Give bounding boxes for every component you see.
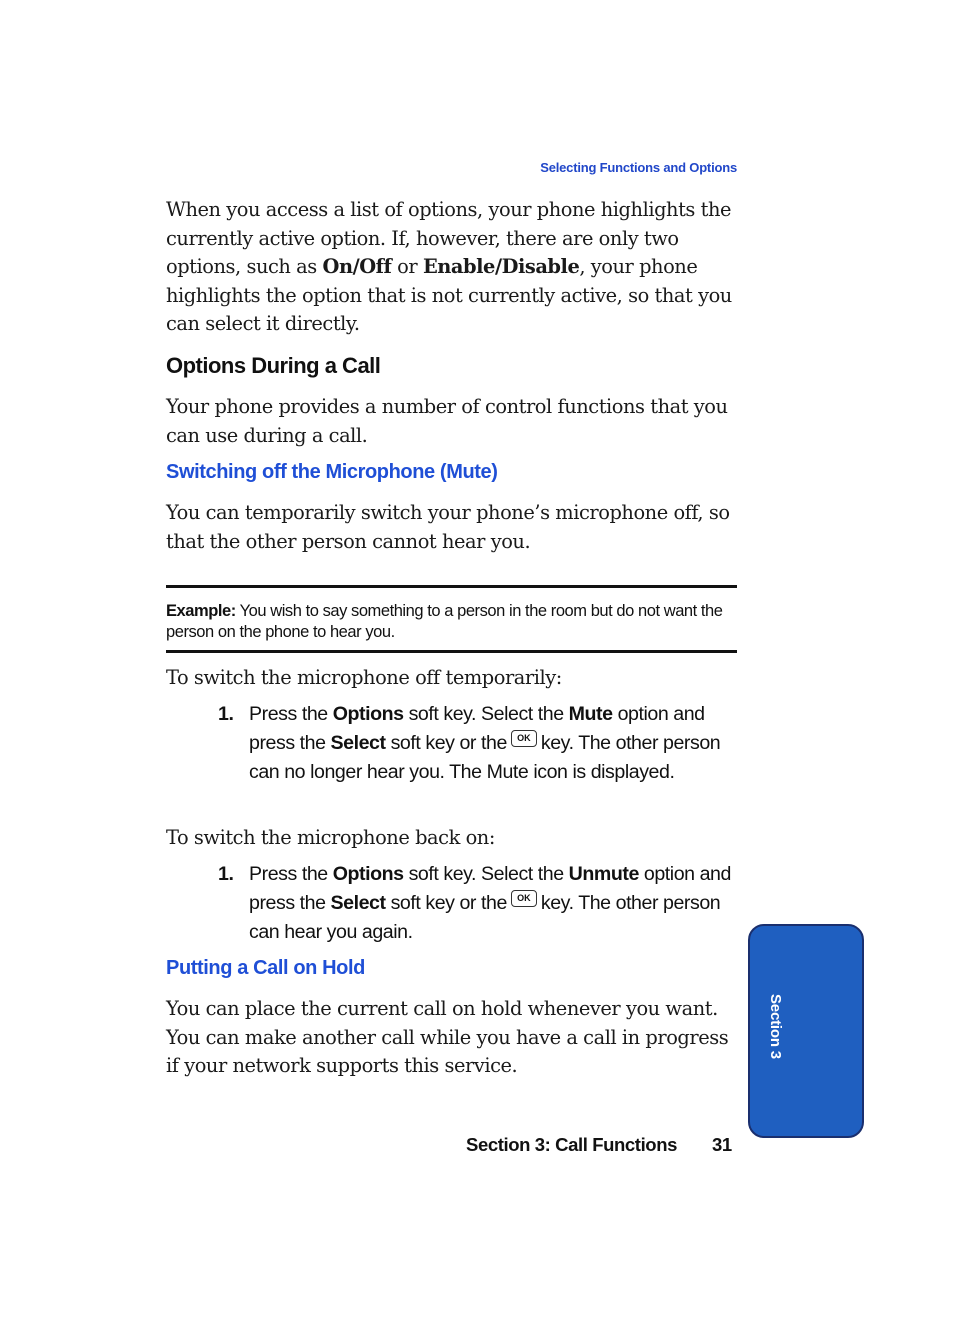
intro-text: When you access a list of options, your phone highlights the currently active option. If, however, there are only two options, such as [166,198,732,278]
step-text-part: soft key or the [385,732,507,754]
mute-on-step [218,860,738,947]
section-tab-label: Section 3 [767,994,784,1059]
intro-paragraph [166,196,737,339]
mute-off-lead: To switch the microphone off temporarily: [166,666,562,689]
mute-option-term: Mute [568,703,613,725]
step-number: 1. [218,863,234,885]
step-text-part: Press the [249,703,333,725]
enable-disable-term: Enable/Disable [422,255,580,278]
step-text-part: key. The other person can hear you again. [249,892,721,943]
page-number: 31 [712,1134,732,1155]
hold-heading: Putting a Call on Hold [166,957,365,979]
ok-key-icon [511,730,537,747]
step-text [249,860,738,947]
hold-paragraph: You can place the current call on hold whenever you want. You can make another call while you have a call in progress if your network supports this service. [166,997,729,1077]
step-text [249,700,738,787]
ok-key-icon [511,890,537,907]
step-text-part: Press the [249,863,333,885]
running-head: Selecting Functions and Options [540,160,737,175]
mute-paragraph: You can temporarily switch your phone’s microphone off, so that the other person cannot hear you. [166,501,730,553]
intro-text: , your phone highlights the option that is not currently active, so that you can select it directly. [166,255,732,335]
ok-key-label: OK [517,893,531,903]
step-text-part: soft key or the [385,892,507,914]
select-key-term: Select [330,732,386,754]
options-key-term: Options [332,703,404,725]
mute-off-step [218,700,738,787]
step-number: 1. [218,703,234,725]
options-key-term: Options [332,863,404,885]
unmute-option-term: Unmute [568,863,639,885]
example-text [166,601,737,643]
mute-on-lead: To switch the microphone back on: [166,826,495,849]
example-box [166,585,737,653]
section-intro-paragraph: Your phone provides a number of control functions that you can use during a call. [166,395,728,447]
section-tab [748,924,864,1138]
step-text-part: key. The other person can no longer hear you. The Mute icon is displayed. [249,732,721,783]
mute-heading: Switching off the Microphone (Mute) [166,461,498,483]
ok-key-label: OK [517,733,531,743]
intro-text: or [391,255,423,278]
footer-title: Section 3: Call Functions [466,1134,677,1155]
section-heading: Options During a Call [166,353,381,378]
select-key-term: Select [330,892,386,914]
step-text-part: option and press the [249,863,731,914]
page-footer [466,1134,732,1156]
on-off-term: On/Off [322,255,392,278]
step-text-part: soft key. Select the [403,703,569,725]
step-text-part: option and press the [249,703,705,754]
step-text-part: soft key. Select the [403,863,569,885]
example-body: You wish to say something to a person in the room but do not want the person on the phone to hear you. [166,602,723,641]
example-label: Example: [166,602,236,620]
